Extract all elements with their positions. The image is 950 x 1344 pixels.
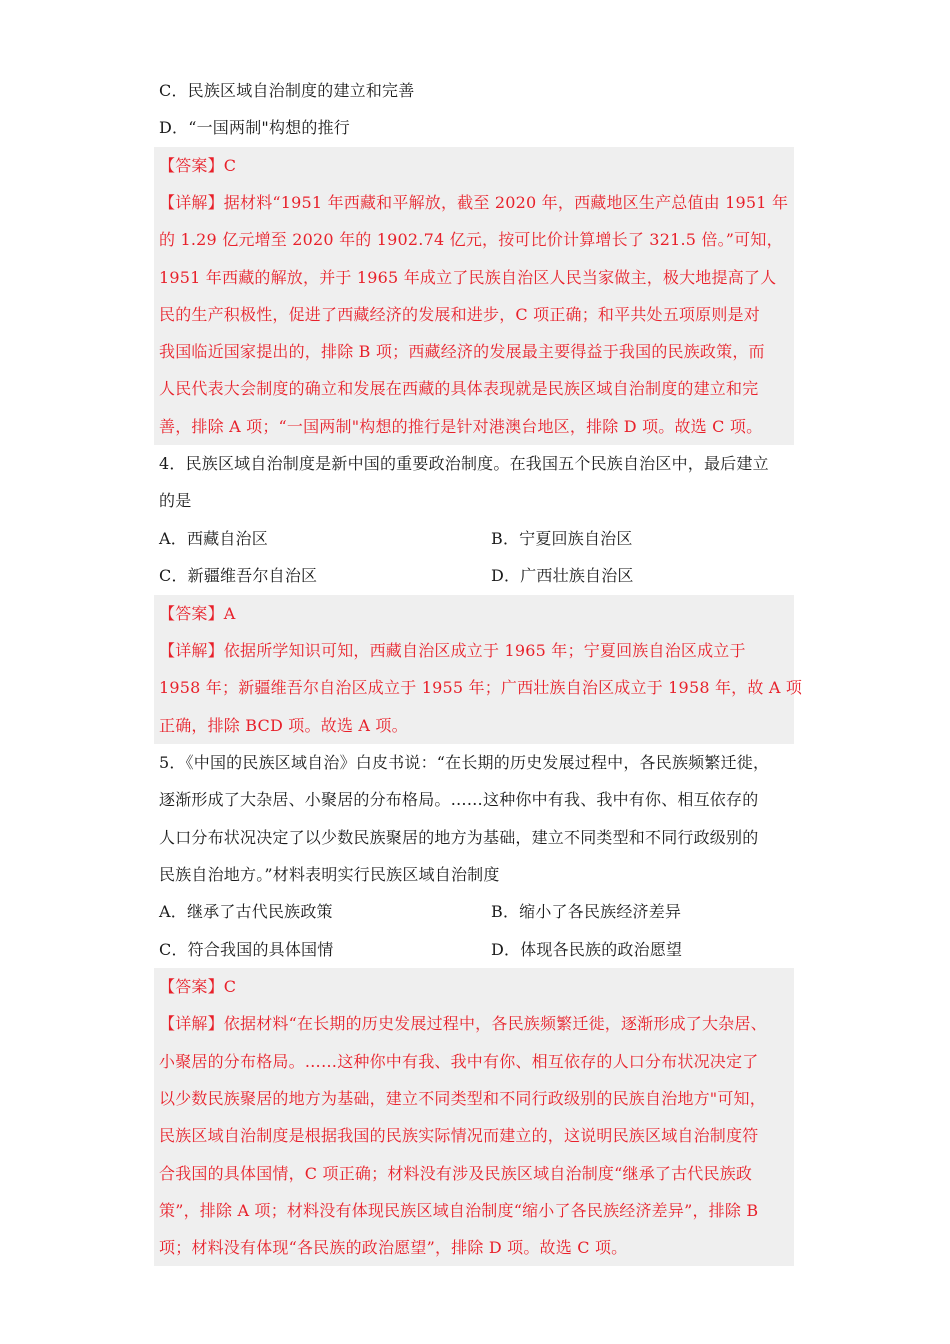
q4-option-b: B．宁夏回族自治区 — [491, 529, 633, 548]
q3-explanation-line: 我国临近国家提出的，排除 B 项；西藏经济的发展最主要得益于我国的民族政策，而 — [159, 342, 765, 361]
q5-explanation-line: 策”，排除 A 项；材料没有体现民族区域自治制度“缩小了各民族经济差异”，排除 B — [159, 1201, 759, 1220]
q5-stem-line: 民族自治地方。”材料表明实行民族区域自治制度 — [159, 865, 500, 884]
q5-stem-line: 逐渐形成了大杂居、小聚居的分布格局。……这种你中有我、我中有你、相互依存的 — [159, 790, 759, 809]
q5-answer: 【答案】C — [159, 977, 237, 996]
q3-explanation-line: 1951 年西藏的解放，并于 1965 年成立了民族自治区人民当家做主，极大地提高了人 — [159, 268, 777, 287]
q4-option-a: A．西藏自治区 — [159, 529, 268, 548]
q5-explanation-line: 民族区域自治制度是根据我国的民族实际情况而建立的，这说明民族区域自治制度符 — [159, 1126, 759, 1145]
q5-explanation-line: 项；材料没有体现“各民族的政治愿望”，排除 D 项。故选 C 项。 — [159, 1238, 628, 1257]
q4-option-d: D．广西壮族自治区 — [491, 566, 634, 585]
q5-explanation-line: 小聚居的分布格局。……这种你中有我、我中有你、相互依存的人口分布状况决定了 — [159, 1052, 759, 1071]
q5-stem-line: 人口分布状况决定了以少数民族聚居的地方为基础，建立不同类型和不同行政级别的 — [159, 828, 759, 847]
q5-stem-line: 5．《中国的民族区域自治》白皮书说：“在长期的历史发展过程中，各民族频繁迁徙， — [159, 753, 770, 772]
q3-answer: 【答案】C — [159, 156, 237, 175]
q3-explanation-line: 善，排除 A 项；“一国两制"构想的推行是针对港澳台地区，排除 D 项。故选 C 项。 — [159, 417, 763, 436]
q5-explanation-line: 合我国的具体国情，C 项正确；材料没有涉及民族区域自治制度“继承了古代民族政 — [159, 1164, 753, 1183]
q3-explanation-line: 民的生产积极性，促进了西藏经济的发展和进步，C 项正确；和平共处五项原则是对 — [159, 305, 760, 324]
q4-explanation-line: 1958 年；新疆维吾尔自治区成立于 1955 年；广西壮族自治区成立于 1958 年，故 A 项 — [159, 678, 803, 697]
q4-stem-line: 4．民族区域自治制度是新中国的重要政治制度。在我国五个民族自治区中，最后建立 — [159, 454, 769, 473]
q3-option-d: D．“一国两制"构想的推行 — [159, 118, 350, 137]
q4-option-c: C．新疆维吾尔自治区 — [159, 566, 318, 585]
q5-explanation-line: 以少数民族聚居的地方为基础，建立不同类型和不同行政级别的民族自治地方"可知， — [159, 1089, 766, 1108]
q5-explanation-line: 【详解】依据材料“在长期的历史发展过程中，各民族频繁迁徙，逐渐形成了大杂居、 — [159, 1014, 767, 1033]
q4-explanation-line: 【详解】依据所学知识可知，西藏自治区成立于 1965 年；宁夏回族自治区成立于 — [159, 641, 746, 660]
q3-option-c: C．民族区域自治制度的建立和完善 — [159, 81, 415, 100]
q5-answer-box — [154, 968, 794, 1266]
q3-answer-box — [154, 147, 794, 445]
q3-explanation-line: 【详解】据材料“1951 年西藏和平解放，截至 2020 年，西藏地区生产总值由 1951 年 — [159, 193, 789, 212]
q5-option-c: C．符合我国的具体国情 — [159, 940, 334, 959]
q5-option-a: A．继承了古代民族政策 — [159, 902, 333, 921]
q4-stem-line: 的是 — [159, 491, 192, 510]
q3-explanation-line: 的 1.29 亿元增至 2020 年的 1902.74 亿元，按可比价计算增长了 321.5 倍。”可知， — [159, 230, 783, 249]
q4-explanation-line: 正确，排除 BCD 项。故选 A 项。 — [159, 716, 408, 735]
q5-option-b: B．缩小了各民族经济差异 — [491, 902, 682, 921]
q5-option-d: D．体现各民族的政治愿望 — [491, 940, 683, 959]
q4-answer: 【答案】A — [159, 604, 236, 623]
q3-explanation-line: 人民代表大会制度的确立和发展在西藏的具体表现就是民族区域自治制度的建立和完 — [159, 379, 759, 398]
